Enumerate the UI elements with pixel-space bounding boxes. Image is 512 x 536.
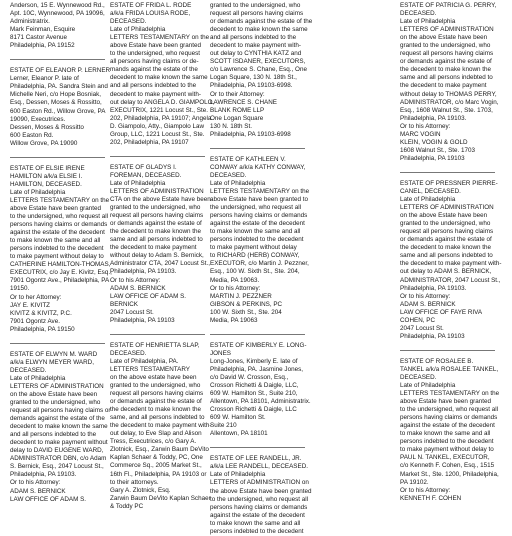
notice-line: Philadelphia, PA 19103. bbox=[10, 471, 77, 479]
notice-line: granted to the undersigned, who bbox=[10, 399, 101, 407]
notice-entry bbox=[400, 2, 504, 163]
notice-line: KIVITZ & KIVITZ, P.C. bbox=[10, 309, 72, 317]
notice-line: D. Giampolo, Atty., Giampolo Law bbox=[110, 122, 205, 130]
notice-line: CTA on the above Estate have been bbox=[110, 196, 211, 204]
notice-line: BERNICK bbox=[110, 300, 138, 308]
notice-line: Long-Jones, Kimberly E. late of bbox=[210, 357, 298, 365]
notice-line: or demands against the estate of bbox=[400, 236, 492, 244]
notice-line: JAY E. KIVITZ bbox=[10, 301, 51, 309]
notice-line: request all persons having claims bbox=[110, 212, 204, 220]
notice-line: EXECUTOR, c/o Martin J. Pezzner, bbox=[210, 260, 309, 268]
notice-line: on the above Estate have been bbox=[400, 34, 488, 42]
notice-line: Kaplan Schaer & Toddy, PC, One bbox=[110, 454, 203, 462]
notice-line: Philadelphia, PA 19103-6998 bbox=[210, 130, 291, 138]
notice-line: Philadelphia, PA 19103 bbox=[400, 332, 465, 340]
notice-line: or demands against the estate of bbox=[110, 220, 202, 228]
notice-line: ADMINISTRATOR DBN, c/o Adam bbox=[10, 455, 107, 463]
notice-line: c/o Kenneth F. Cohen, Esq., 1515 bbox=[400, 462, 495, 470]
entry-divider bbox=[10, 157, 105, 158]
notice-line: LETTERS TESTAMENTARY bbox=[110, 365, 191, 373]
notice-line: 600 Easton Rd. bbox=[10, 131, 54, 139]
notice-line: CONWAY a/k/a KATHY CONWAY, bbox=[210, 163, 306, 171]
notice-line: Commerce Sq., 2005 Market St., bbox=[110, 462, 202, 470]
notice-entry bbox=[110, 163, 211, 325]
notice-line: or demands against the estate of bbox=[400, 58, 492, 66]
notice-line: the decedent to make known the bbox=[400, 66, 492, 74]
notice-line: & Toddy PC bbox=[110, 502, 144, 510]
notice-line: the decedent to make payment with- bbox=[400, 260, 502, 268]
notice-line: ESTATE OF ELWYN M. WARD bbox=[10, 350, 98, 358]
notice-entry bbox=[400, 180, 504, 341]
notice-line: out delay to ADAM S. BERNICK, bbox=[400, 268, 492, 276]
notice-line: KLEIN, VOGIN & GOLD bbox=[400, 138, 468, 146]
notice-line: Administrator CTA, 2047 Locust St., bbox=[110, 260, 210, 268]
notice-line: against the estate of the decedent bbox=[10, 229, 105, 237]
notice-line: CATHERINE HAMILTON-THOMAS, bbox=[10, 261, 111, 269]
notice-line: Philadelphia, PA 19103. bbox=[400, 284, 467, 292]
notice-line: ESTATE OF KIMBERLY E. LONG- bbox=[210, 341, 307, 349]
notice-line: ADMINISTRATOR, 2047 Locust St., bbox=[400, 276, 501, 284]
notice-line: 19150. bbox=[10, 285, 30, 293]
notice-line: out delay to ANGELA D. GIAMPOLO, bbox=[110, 98, 215, 106]
notice-entry bbox=[110, 341, 212, 511]
notice-line: to RICHARD (HERB) CONWAY, bbox=[210, 252, 300, 260]
notice-line: c/o David W. Crosson, Esq., bbox=[210, 373, 289, 381]
notice-line: granted to the undersigned, who bbox=[400, 220, 491, 228]
notice-line: 130 N. 18th St. bbox=[210, 122, 253, 130]
notice-line: 8171 Castor Avenue bbox=[10, 34, 67, 42]
notice-line: ESTATE OF PRESSNER PIERRE- bbox=[400, 179, 498, 187]
notice-line: Late of Philadelphia bbox=[400, 196, 456, 204]
entry-divider bbox=[10, 59, 105, 60]
notice-line: Zlotnick, Esq., Zarwin Baum DeVito bbox=[110, 446, 209, 454]
notice-line: Apt. 10C, Wynnewood, PA 19096, bbox=[10, 10, 105, 18]
notice-line: COHEN, PC bbox=[400, 316, 435, 324]
notice-line: decedent to make known the same bbox=[10, 423, 108, 431]
notice-line: Late of Philadelphia bbox=[110, 179, 166, 187]
notice-line: Esq., Dessen, Moses & Rossitto, bbox=[10, 99, 102, 107]
notice-line: against the estate of the decedent bbox=[210, 220, 305, 228]
notice-line: BLANK ROME LLP bbox=[210, 106, 265, 114]
notice-line: Anderson, 15 E. Wynnewood Rd., bbox=[10, 2, 105, 9]
notice-line: to the undersigned, who request all bbox=[210, 495, 309, 503]
notice-line: Late of Philadelphia bbox=[10, 188, 66, 196]
notice-line: FOREMAN, DECEASED. bbox=[110, 171, 182, 179]
notice-line: 2047 Locust St. bbox=[110, 308, 154, 316]
notice-line: Late of Philadelphia bbox=[10, 374, 66, 382]
notice-line: c/o Lawrence S. Chane, Esq., One bbox=[210, 66, 307, 74]
entry-divider bbox=[400, 350, 495, 351]
notice-line: same and all persons indebted to bbox=[400, 252, 493, 260]
notice-line: KENNETH F. COHEN bbox=[400, 494, 462, 502]
notice-line: SCOTT ISDANER, EXECUTORS, bbox=[210, 58, 306, 66]
notice-line: Esq., 1608 Walnut St., Ste. 1703, bbox=[400, 106, 493, 114]
notice-line: Philadelphia, PA 19152 bbox=[10, 42, 75, 50]
notice-line: Late of Philadelphia, PA. bbox=[110, 357, 179, 365]
notice-column-1 bbox=[10, 2, 112, 512]
notice-line: LETTERS OF ADMINISTRATION bbox=[110, 187, 204, 195]
notice-line: TANKEL a/k/a ROSALEE TANKEL, bbox=[400, 365, 499, 373]
notice-line: to make payment without delay bbox=[210, 244, 297, 252]
notice-line: same, and all persons indebted to bbox=[110, 414, 205, 422]
notice-line: Esq., 100 W. Sixth St., Ste. 204, bbox=[210, 268, 300, 276]
notice-line: HAMILTON, DECEASED. bbox=[10, 180, 82, 188]
notice-line: LETTERS OF ADMINISTRATION bbox=[10, 382, 104, 390]
notice-line: to make known the same and all bbox=[210, 228, 301, 236]
notice-line: to make known the same and all bbox=[400, 430, 491, 438]
notice-line: persons indebted to the decedent bbox=[400, 438, 494, 446]
notice-line: Group, LLC, 1221 Locust St., Ste. bbox=[110, 130, 205, 138]
notice-line: granted to the undersigned, who bbox=[400, 42, 491, 50]
notice-line: a/k/a ELWYN MEYER WARD, bbox=[10, 358, 94, 366]
notice-line: delay to DAVID EUGENE WARD, bbox=[10, 447, 104, 455]
notice-line: to make known the same and all bbox=[210, 519, 301, 527]
notice-line: Michelle Neri, c/o Hope Bosniak, bbox=[10, 91, 101, 99]
notice-line: PA 19102. bbox=[400, 478, 429, 486]
notice-line: Late of Philadelphia bbox=[400, 382, 456, 390]
notice-line: Market St., Ste. 1200, Philadelphia, bbox=[400, 470, 499, 478]
notice-line: LAW OFFICE OF FAYE RIVA bbox=[400, 308, 483, 316]
notice-line: 202, Philadelphia, PA 19107; Angela bbox=[110, 114, 212, 122]
notice-line: to their attorneys. bbox=[110, 478, 159, 486]
notice-line: all persons having claims or de- bbox=[110, 58, 199, 66]
notice-line: ESTATE OF GLADYS I. bbox=[110, 163, 177, 171]
notice-line: 100 W. Sixth St., Ste. 204 bbox=[210, 308, 282, 316]
notice-line: ESTATE OF LEE RANDELL, JR. bbox=[210, 455, 302, 463]
notice-line: above Estate have been granted bbox=[400, 398, 492, 406]
notice-line: Willow Grove, PA 19090 bbox=[10, 139, 78, 147]
entry-divider bbox=[110, 156, 205, 157]
notice-column-5 bbox=[400, 2, 504, 512]
entry-divider bbox=[210, 148, 305, 149]
notice-line: 7901 Ogontz Ave., Philadelphia, PA bbox=[10, 277, 110, 285]
notice-line: on the above Estate have been bbox=[10, 390, 98, 398]
notice-line: request all persons having claims bbox=[400, 50, 494, 58]
notice-line: to make known the same and all bbox=[10, 237, 101, 245]
notice-line: LETTERS TESTAMENTARY on the bbox=[110, 34, 210, 42]
notice-line: DECEASED. bbox=[210, 171, 247, 179]
notice-line: decedent to make known the same bbox=[210, 26, 308, 34]
notice-line: the decedent to make known the bbox=[110, 228, 202, 236]
notice-line: MARTIN J. PEZZNER bbox=[210, 292, 272, 300]
notice-entry bbox=[400, 358, 504, 503]
notice-line: ESTATE OF FRIDA L. RODE bbox=[110, 2, 192, 9]
notice-line: decedent to make known the same bbox=[110, 74, 208, 82]
notice-line: Crosson Richetti & Daigle, LLC bbox=[210, 406, 297, 414]
notice-line: ESTATE OF PATRICIA G. PERRY, bbox=[400, 2, 497, 9]
notice-line: the undersigned, who request all bbox=[210, 204, 302, 212]
notice-line: ESTATE OF HENRIETTA SLAP, bbox=[110, 341, 200, 349]
notice-line: request all persons having claims bbox=[210, 10, 304, 18]
notice-line: 609 W. Hamilton St., Suite 210, bbox=[210, 390, 298, 398]
notice-line: Or to his Attorney: bbox=[210, 284, 261, 292]
notice-line: 19090, Executrices. bbox=[10, 115, 66, 123]
notice-line: on the above estate have been bbox=[110, 373, 197, 381]
notice-line: MARC VOGIN bbox=[400, 130, 441, 138]
entry-divider bbox=[400, 172, 495, 173]
notice-line: LETTERS TESTAMENTARY on the bbox=[400, 390, 500, 398]
notice-line: Or to her Attorney: bbox=[10, 293, 62, 301]
notice-line: Late of Philadelphia bbox=[210, 179, 266, 187]
notice-line: persons having claims or demands bbox=[210, 212, 308, 220]
notice-line: Philadelphia, PA 19103-6998. bbox=[210, 82, 293, 90]
notice-line: Or to his Attorney: bbox=[400, 292, 451, 300]
notice-line: One Logan Square bbox=[210, 114, 264, 122]
notice-line: request all persons having claims bbox=[110, 390, 204, 398]
notice-line: request all persons having claims bbox=[400, 228, 494, 236]
notice-line: without delay to Adam S. Bernick, bbox=[110, 252, 204, 260]
notice-column-3 bbox=[210, 2, 313, 535]
notice-entry bbox=[210, 155, 310, 325]
notice-line: Philadelphia, PA. Sandra Stein and bbox=[10, 83, 108, 91]
notice-line: Philadelphia, PA 19103 bbox=[110, 316, 175, 324]
notice-line: persons having claims or demands bbox=[400, 414, 498, 422]
notice-line: EXECUTRIX, c/o Jay E. Kivitz, Esq., bbox=[10, 269, 112, 277]
notice-line: 1608 Walnut St., Ste. 1703 bbox=[400, 146, 476, 154]
notice-line: ADAM S. BERNICK bbox=[400, 300, 456, 308]
notice-line: or demands against the estate of the bbox=[210, 18, 313, 26]
notice-line: the decedent to make payment bbox=[400, 82, 487, 90]
notice-line: the decedent to make known the bbox=[110, 406, 202, 414]
notice-line: the decedent to make known the bbox=[400, 244, 492, 252]
notice-line: mands against the estate of the bbox=[110, 66, 198, 74]
notice-line: ADMINISTRATOR, c/o Marc Vogin, bbox=[400, 98, 499, 106]
notice-line: granted to the undersigned, who bbox=[210, 2, 301, 9]
notice-line: the above Estate have been granted bbox=[210, 487, 312, 495]
notice-line: Or to his Attorney: bbox=[400, 122, 451, 130]
notice-line: Media, PA 19063 bbox=[210, 316, 258, 324]
notice-line: Lerner, Eleanor P. late of bbox=[10, 75, 79, 83]
notice-line: against the estate of the decedent bbox=[400, 422, 495, 430]
notice-line: ESTATE OF ELSIE IRENE bbox=[10, 164, 85, 172]
notice-line: against the estate of the decedent bbox=[210, 511, 305, 519]
notice-line: DECEASED. bbox=[400, 373, 437, 381]
notice-line: persons having claims or demands bbox=[210, 503, 308, 511]
notice-line: LETTERS TESTAMENTARY on the bbox=[210, 187, 310, 195]
notice-line: LAW OFFICE OF ADAM S. bbox=[10, 495, 87, 503]
notice-line: a/k/a FRIDA LOUISA RODE, bbox=[110, 10, 191, 18]
entry-divider bbox=[110, 334, 205, 335]
notice-line: Late of Philadelphia bbox=[210, 471, 266, 479]
notice-line: Late of Philadelphia bbox=[110, 26, 166, 34]
notice-line: the decedent to make payment bbox=[110, 244, 197, 252]
notice-line: Allentown, PA 18101, Administratrix. bbox=[210, 398, 311, 406]
notice-line: 600 Easton Rd., Willow Grove, PA bbox=[10, 107, 106, 115]
notice-line: out delay, to Eve Slap and Alison bbox=[110, 430, 202, 438]
notice-line: 7901 Ogontz Ave. bbox=[10, 317, 60, 325]
notice-line: CANEL, DECEASED. bbox=[400, 187, 461, 195]
notice-line: Philadelphia, PA 19103 bbox=[400, 154, 465, 162]
entry-divider bbox=[210, 447, 305, 448]
notice-line: same and all persons indebted to bbox=[400, 74, 493, 82]
notice-line: Philadelphia, PA. Jasmine Jones, bbox=[210, 365, 303, 373]
notice-line: Dessen, Moses & Rossitto bbox=[10, 123, 84, 131]
notice-line: S. Bernick, Esq., 2047 Locust St., bbox=[10, 463, 104, 471]
notice-entry bbox=[10, 67, 111, 147]
notice-line: Suite 210 bbox=[210, 422, 237, 430]
notice-entry bbox=[210, 341, 311, 439]
notice-line: to make payment without delay to bbox=[400, 446, 494, 454]
notice-line: out delay to CYNTHIA KATZ and bbox=[210, 50, 302, 58]
entry-divider bbox=[10, 343, 105, 344]
notice-line: Or to his Attorney: bbox=[400, 486, 451, 494]
notice-line: same and all persons indebted to bbox=[110, 236, 203, 244]
notice-entry bbox=[210, 2, 313, 139]
notice-line: 609 W. Hamilton St. bbox=[210, 414, 266, 422]
notice-line: Gary A. Zlotnick, Esq. bbox=[110, 486, 171, 494]
notice-line: LETTERS TESTAMENTARY on the bbox=[10, 196, 110, 204]
notice-line: Administratrix. bbox=[10, 18, 50, 26]
notice-line: and all persons indebted to the bbox=[110, 82, 197, 90]
notice-line: LETTERS OF ADMINISTRATION bbox=[400, 26, 494, 34]
notice-line: EXECUTRIX, 1221 Locust St., Ste. bbox=[110, 106, 208, 114]
notice-line: demands against the estate of the bbox=[10, 415, 105, 423]
notice-line: decedent to make payment with- bbox=[210, 42, 302, 50]
notice-entry bbox=[210, 455, 312, 535]
notice-line: decedent to make payment without bbox=[10, 439, 108, 447]
notice-line: request all persons having claims or bbox=[10, 407, 111, 415]
notice-line: ADAM S. BERNICK bbox=[110, 284, 166, 292]
notice-line: 16th Fl., Philadelphia, PA 19103 or bbox=[110, 470, 207, 478]
notice-line: above Estate have been granted bbox=[10, 204, 102, 212]
notice-line: and all persons indebted to the bbox=[10, 431, 97, 439]
notice-line: the decedent to make payment with- bbox=[110, 422, 212, 430]
notice-line: Philadelphia, PA 19103. bbox=[110, 268, 177, 276]
notice-line: HAMILTON a/k/a ELSIE I. bbox=[10, 172, 83, 180]
notice-line: LAWRENCE S. CHANE bbox=[210, 98, 277, 106]
notice-line: Or to his Attorney: bbox=[10, 479, 61, 487]
notice-line: Mark Feinman, Esquire bbox=[10, 26, 76, 34]
notice-line: Crosson Richetti & Daigle, LLC, bbox=[210, 382, 299, 390]
notice-line: decedent to make payment with- bbox=[110, 90, 202, 98]
notice-entry bbox=[110, 2, 215, 147]
notice-column-2 bbox=[110, 2, 215, 512]
notice-line: GIBSON & PERKINS, PC bbox=[210, 300, 283, 308]
notice-entry bbox=[10, 164, 112, 334]
notice-line: granted to the undersigned, who bbox=[110, 382, 201, 390]
notice-line: DECEASED. bbox=[10, 366, 47, 374]
notice-line: Philadelphia, PA 19103. bbox=[400, 114, 467, 122]
notice-line: LETTERS of ADMINISTRATION on bbox=[210, 479, 309, 487]
notice-line: Allentown, PA 18101 bbox=[210, 430, 268, 438]
notice-line: ADAM S. BERNICK bbox=[10, 487, 66, 495]
notice-line: persons having claims or demands bbox=[10, 221, 108, 229]
notice-line: persons indebted to the decedent bbox=[210, 527, 304, 535]
notice-line: to the undersigned, who request bbox=[110, 50, 200, 58]
notice-line: 202, Philadelphia, PA 19107 bbox=[110, 138, 189, 146]
notice-line: Or to their Attorney: bbox=[210, 90, 265, 98]
notice-line: ESTATE OF ROSALEE B. bbox=[400, 357, 474, 365]
notice-line: Philadelphia, PA 19150 bbox=[10, 325, 75, 333]
notice-line: ESTATE OF ELEANOR P. LERNER bbox=[10, 67, 111, 75]
notice-line: PAUL N. TANKEL, EXECUTOR, bbox=[400, 454, 490, 462]
notice-line: above Estate have been granted to bbox=[210, 196, 309, 204]
notice-line: Logan Square, 130 N. 18th St., bbox=[210, 74, 297, 82]
notice-line: 2047 Locust St. bbox=[400, 324, 444, 332]
notice-line: DECEASED. bbox=[110, 18, 147, 26]
notice-line: Zarwin Baum DeVito Kaplan Schaer bbox=[110, 494, 211, 502]
notice-line: Late of Philadelphia bbox=[400, 18, 456, 26]
notice-line: Tress, Executrices, c/o Gary A. bbox=[110, 438, 197, 446]
notice-line: Media, PA 19063. bbox=[210, 276, 260, 284]
notice-line: above Estate have been granted bbox=[110, 42, 202, 50]
notice-line: granted to the undersigned, who bbox=[110, 204, 201, 212]
notice-line: without delay to THOMAS PERRY, bbox=[400, 90, 497, 98]
notice-line: to the undersigned, who request all bbox=[10, 213, 109, 221]
notice-line: persons indebted to the decedent bbox=[210, 236, 304, 244]
notice-line: JONES bbox=[210, 349, 231, 357]
notice-line: ESTATE OF KATHLEEN V. bbox=[210, 155, 286, 163]
notice-entry bbox=[10, 2, 107, 50]
notice-line: or demands against the estate of bbox=[110, 398, 202, 406]
notice-line: LAW OFFICE OF ADAM S. bbox=[110, 292, 187, 300]
notice-line: and all persons indebted to the bbox=[210, 34, 297, 42]
notice-line: Or to his Attorney: bbox=[110, 276, 161, 284]
notice-line: persons indebted to the decedent bbox=[10, 245, 104, 253]
notice-line: to make payment without delay to bbox=[10, 253, 104, 261]
notice-entry bbox=[10, 350, 111, 504]
notice-line: LETTERS OF ADMINISTRATION bbox=[400, 204, 494, 212]
notice-line: to the undersigned, who request all bbox=[400, 406, 499, 414]
entry-divider bbox=[210, 334, 305, 335]
notice-line: DECEASED. bbox=[110, 349, 147, 357]
notice-line: DECEASED. bbox=[400, 10, 437, 18]
notice-line: on the above Estate have been bbox=[400, 212, 488, 220]
notice-line: a/k/a LEE RANDELL, DECEASED. bbox=[210, 463, 308, 471]
